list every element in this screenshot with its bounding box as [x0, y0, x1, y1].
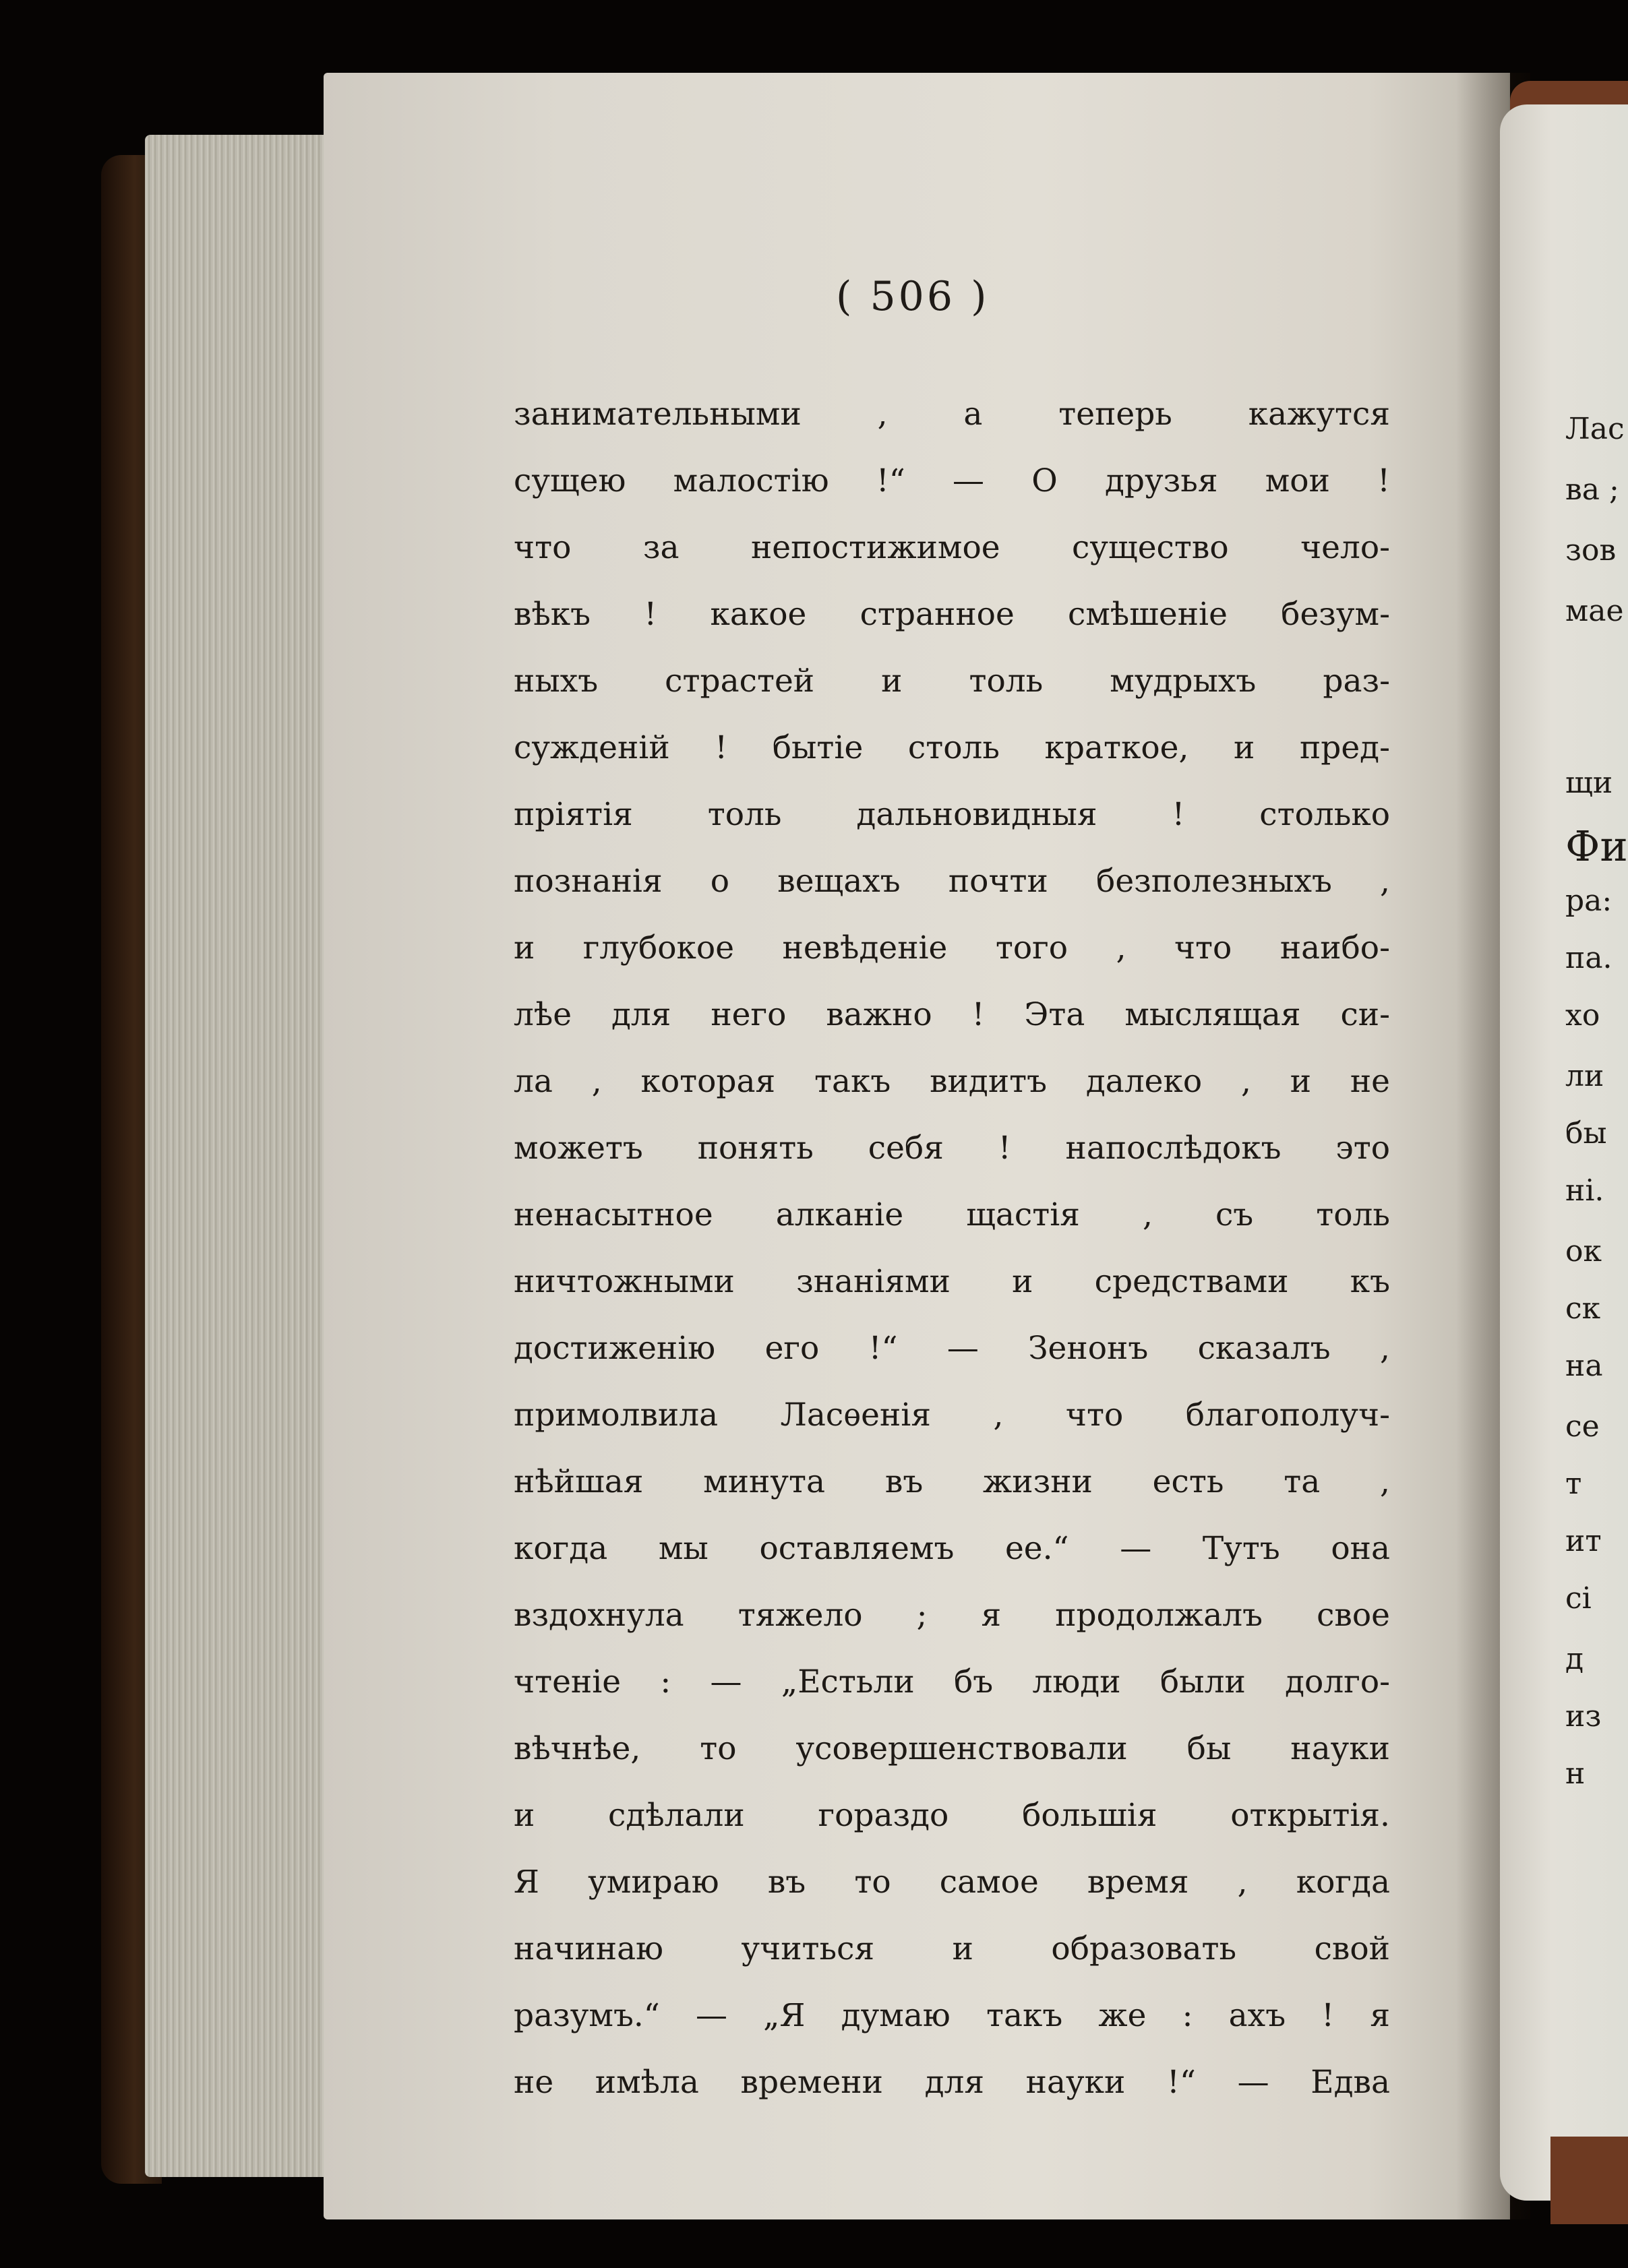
text-line: сужденій ! бытіе столь краткое, и пред- — [514, 729, 1390, 766]
text-line: ненасытное алканіе щастія , съ толь — [514, 1196, 1390, 1233]
text-line: занимательными , а теперь кажутся — [514, 396, 1390, 433]
right-page-fragment: д — [1565, 1642, 1584, 1676]
right-page-fragment: мае — [1565, 594, 1624, 628]
text-line: и сдѣлали гораздо большія открытія. — [514, 1797, 1390, 1834]
text-line: вѣкъ ! какое странное смѣшеніе безум- — [514, 596, 1390, 633]
page-number: ( 506 ) — [836, 273, 990, 320]
text-line: вздохнула тяжело ; я продолжалъ свое — [514, 1597, 1390, 1634]
right-page-fragment: Фи — [1565, 822, 1628, 871]
text-line: примолвила Ласѳенія , что благополуч- — [514, 1397, 1390, 1434]
right-page-fragment: ок — [1565, 1234, 1602, 1268]
text-line: вѣчнѣе, то усовершенствовали бы науки — [514, 1730, 1390, 1767]
body-text — [514, 381, 1390, 2116]
right-page-fragment: ит — [1565, 1524, 1602, 1558]
text-line: не имѣла времени для науки !“ — Едва — [514, 2064, 1390, 2101]
right-page-fragment: хо — [1565, 998, 1600, 1033]
text-line: ла , которая такъ видитъ далеко , и не — [514, 1063, 1390, 1100]
right-page-fragment: щи — [1565, 766, 1613, 800]
right-page-fragment: н — [1565, 1756, 1586, 1791]
text-line: Я умираю въ то самое время , когда — [514, 1864, 1390, 1901]
text-line: сущею малостію !“ — О друзья мои ! — [514, 462, 1390, 499]
text-line: что за непостижимое существо чело- — [514, 529, 1390, 566]
text-line: и глубокое невѣденіе того , что наибо- — [514, 929, 1390, 967]
right-page-fragment: ск — [1565, 1291, 1601, 1326]
right-page-fragment: се — [1565, 1409, 1600, 1444]
right-page-fragment: па. — [1565, 941, 1612, 975]
right-page-fragment: ра: — [1565, 884, 1612, 918]
text-line: ничтожными знаніями и средствами къ — [514, 1263, 1390, 1300]
right-page-fragment: бы — [1565, 1116, 1607, 1151]
text-line: достиженію его !“ — Зенонъ сказалъ , — [514, 1330, 1390, 1367]
right-page-fragment: на — [1565, 1349, 1603, 1383]
text-line: начинаю учиться и образовать свой — [514, 1930, 1390, 1967]
right-page-fragment: ли — [1565, 1059, 1604, 1093]
text-line: чтеніе : — „Естьли бъ люди были долго- — [514, 1663, 1390, 1700]
text-line: когда мы оставляемъ ее.“ — Тутъ она — [514, 1530, 1390, 1567]
text-line: пріятія толь дальновидныя ! столько — [514, 796, 1390, 833]
page-edges — [145, 135, 337, 2177]
text-line: нѣйшая минута въ жизни есть та , — [514, 1463, 1390, 1500]
text-line: можетъ понять себя ! напослѣдокъ это — [514, 1130, 1390, 1167]
right-cover-corner — [1550, 2137, 1628, 2224]
right-page-fragment: Лас — [1565, 412, 1625, 446]
right-page-fragment: зов — [1565, 533, 1617, 568]
right-page-fragment: ні. — [1565, 1173, 1604, 1208]
right-page-fragment: ва ; — [1565, 472, 1619, 507]
right-page-fragment: т — [1565, 1467, 1582, 1501]
text-line: лѣе для него важно ! Эта мыслящая си- — [514, 996, 1390, 1033]
text-line: ныхъ страстей и толь мудрыхъ раз- — [514, 663, 1390, 700]
right-page-fragment: из — [1565, 1699, 1602, 1734]
text-line: познанія о вещахъ почти безполезныхъ , — [514, 863, 1390, 900]
right-page-fragment: сі — [1565, 1581, 1592, 1616]
text-line: разумъ.“ — „Я думаю такъ же : ахъ ! я — [514, 1997, 1390, 2034]
